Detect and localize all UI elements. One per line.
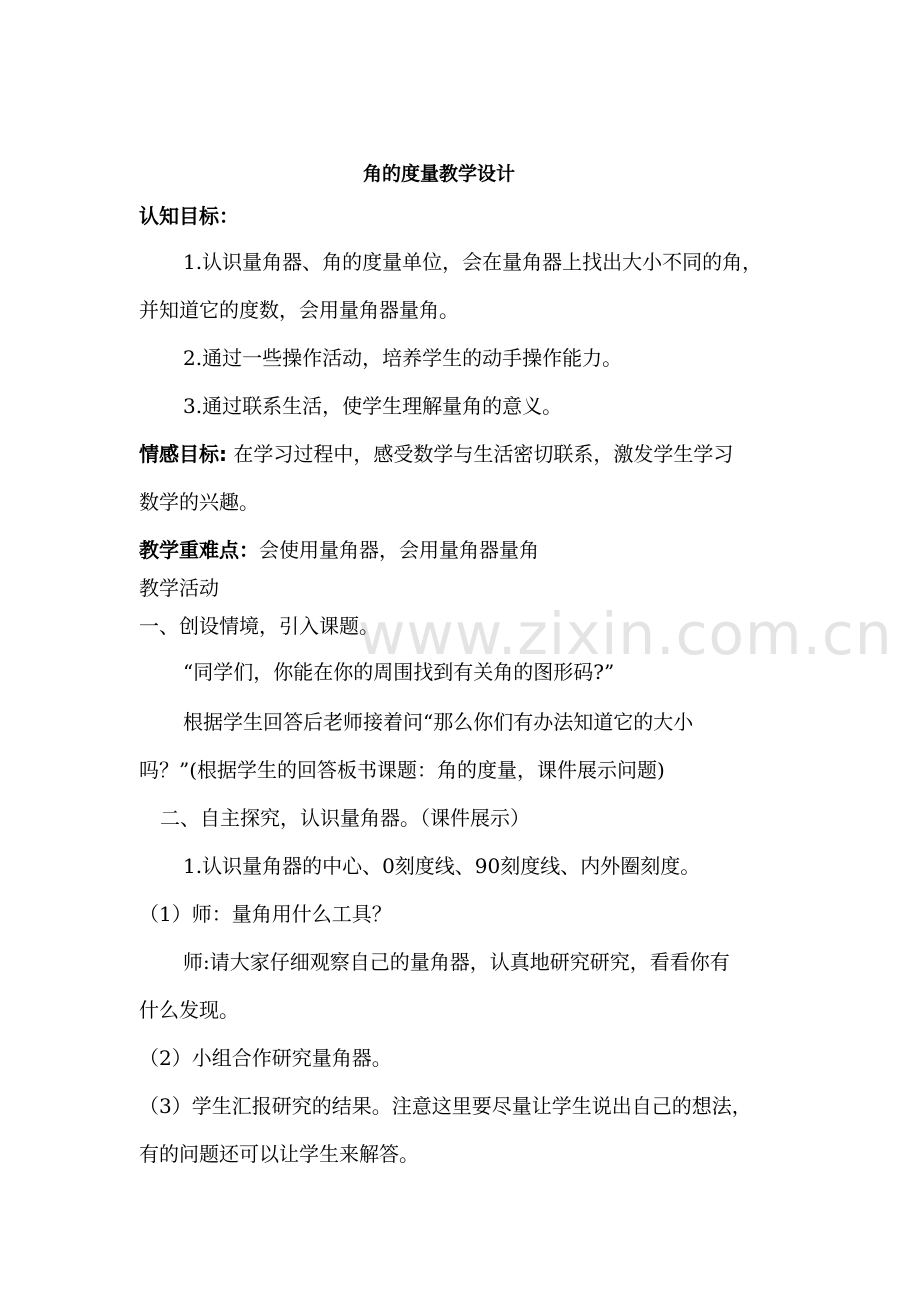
key-difficulties-line bbox=[139, 538, 539, 562]
section-2-heading: 二、自主探究，认识量角器。（课件展示） bbox=[160, 806, 530, 830]
cognitive-item-2: 2.通过一些操作活动，培养学生的动手操作能力。 bbox=[183, 346, 623, 370]
section-1-quote: “同学们，你能在你的周围找到有关角的图形码?” bbox=[183, 660, 615, 684]
section-2-item-1: 1.认识量角器的中心、0刻度线、90刻度线、内外圈刻度。 bbox=[183, 854, 701, 878]
key-difficulties-heading: 教学重难点： bbox=[139, 538, 259, 562]
section-2-teacher-line-2: 什么发现。 bbox=[139, 998, 239, 1022]
cognitive-item-3: 3.通过联系生活，使学生理解量角的意义。 bbox=[183, 394, 563, 418]
cognitive-goals-heading: 认知目标： bbox=[139, 204, 239, 228]
section-2-sub-2: （2）小组合作研究量角器。 bbox=[139, 1046, 392, 1070]
section-2-sub-1: （1）师：量角用什么工具？ bbox=[139, 902, 392, 926]
teaching-activities-heading: 教学活动 bbox=[139, 576, 219, 600]
emotional-goals-text: 在学习过程中，感受数学与生活密切联系，激发学生学习 bbox=[227, 442, 734, 466]
section-1-para-line-2: 吗？”(根据学生的回答板书课题：角的度量，课件展示问题) bbox=[139, 758, 665, 782]
section-1-heading: 一、创设情境，引入课题。 bbox=[139, 614, 379, 638]
cognitive-item-1-line-2: 并知道它的度数，会用量角器量角。 bbox=[139, 298, 459, 322]
document-title: 角的度量教学设计 bbox=[363, 163, 516, 185]
section-2-sub-3-line-1: （3）学生汇报研究的结果。注意这里要尽量让学生说出自己的想法， bbox=[139, 1094, 752, 1118]
section-2-teacher-line-1: 师:请大家仔细观察自己的量角器，认真地研究研究，看看你有 bbox=[183, 950, 730, 974]
key-difficulties-text: 会使用量角器，会用量角器量角 bbox=[259, 538, 539, 562]
emotional-goals-line-1 bbox=[139, 442, 733, 466]
cognitive-item-1-line-1: 1.认识量角器、角的度量单位，会在量角器上找出大小不同的角， bbox=[183, 250, 763, 274]
emotional-goals-line-2: 数学的兴趣。 bbox=[139, 490, 259, 514]
section-2-sub-3-line-2: 有的问题还可以让学生来解答。 bbox=[139, 1142, 419, 1166]
emotional-goals-heading: 情感目标: bbox=[139, 442, 227, 466]
section-1-para-line-1: 根据学生回答后老师接着问“那么你们有办法知道它的大小 bbox=[183, 710, 694, 734]
watermark: www.zixin.com.cn bbox=[358, 600, 893, 668]
